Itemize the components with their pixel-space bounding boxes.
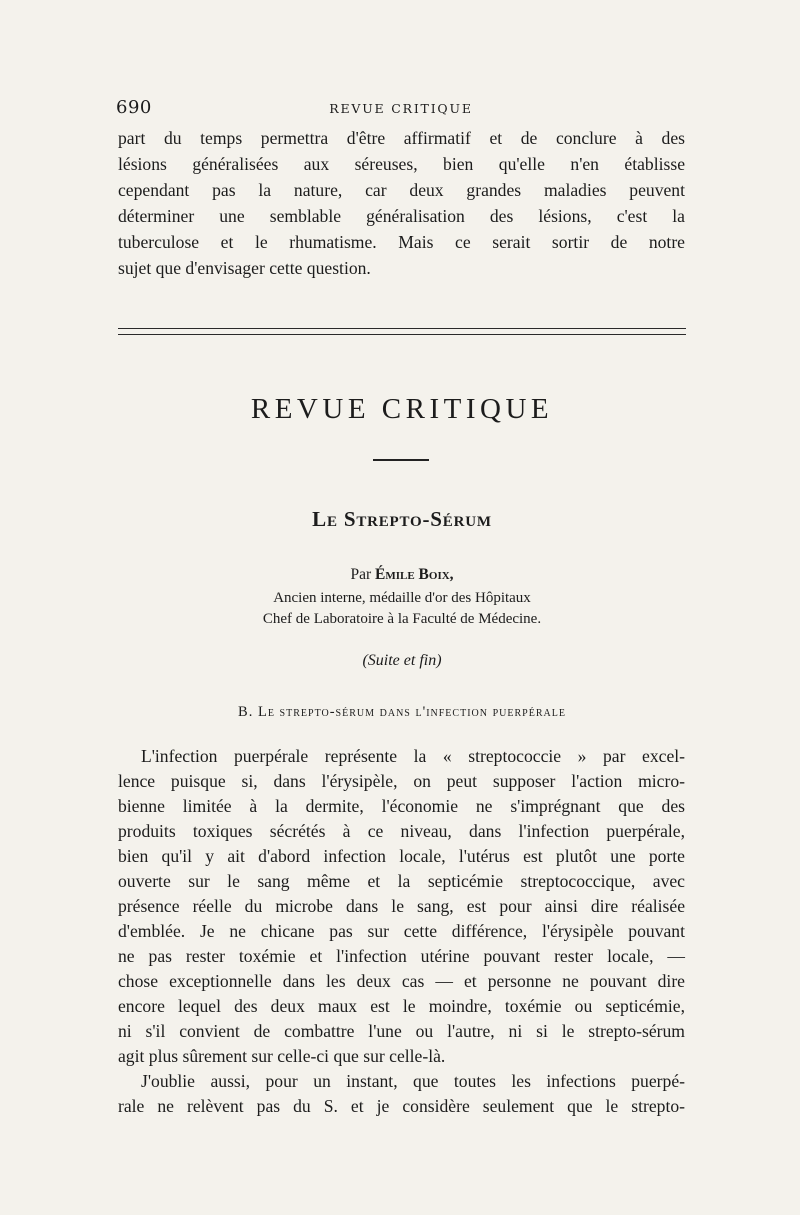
section-divider-bottom bbox=[118, 334, 686, 335]
text-line: produits toxiques sécrétés à ce niveau, dans l'infection puerpérale, bbox=[118, 821, 685, 841]
text-line: part du temps permettra d'être affirmatif et de conclure à des bbox=[118, 128, 685, 148]
article-title: Le Strepto-Sérum bbox=[312, 507, 492, 531]
text-line: bienne limitée à la dermite, l'économie ne s'imprégnant que des bbox=[118, 796, 685, 816]
page-number: 690 bbox=[116, 97, 152, 118]
text-line: rale ne relèvent pas du S. et je considère seulement que le strepto- bbox=[118, 1096, 685, 1116]
text-line: déterminer une semblable généralisation des lésions, c'est la bbox=[118, 206, 685, 226]
text-line: sujet que d'envisager cette question. bbox=[118, 258, 371, 278]
text-line: d'emblée. Je ne chicane pas sur cette différence, l'érysipèle pouvant bbox=[118, 921, 685, 941]
text-line: bien qu'il y ait d'abord infection locale, l'utérus est plutôt une porte bbox=[118, 846, 685, 866]
running-head: REVUE CRITIQUE bbox=[329, 101, 473, 116]
author-affiliation-2: Chef de Laboratoire à la Faculté de Médecine. bbox=[262, 611, 542, 627]
continuation-note: (Suite et fin) bbox=[362, 652, 442, 669]
section-title: REVUE CRITIQUE bbox=[250, 393, 554, 425]
text-line: agit plus sûrement sur celle-ci que sur celle-là. bbox=[118, 1046, 446, 1066]
text-line: encore lequel des deux maux est le moindre, toxémie ou septicémie, bbox=[118, 996, 685, 1016]
text-line: J'oublie aussi, pour un instant, que toutes les infections puerpé- bbox=[141, 1071, 685, 1091]
text-line: chose exceptionnelle dans les deux cas — et personne ne pouvant dire bbox=[118, 971, 685, 991]
text-line: tuberculose et le rhumatisme. Mais ce serait sortir de notre bbox=[118, 232, 685, 252]
author-name: Émile Boix, bbox=[375, 566, 454, 583]
text-line: ouverte sur le sang même et la septicémie streptococcique, avec bbox=[118, 871, 685, 891]
author-line bbox=[118, 566, 686, 584]
text-line: présence réelle du microbe dans le sang, est pour ainsi dire réalisée bbox=[118, 896, 685, 916]
text-line: lence puisque si, dans l'érysipèle, on peut supposer l'action micro- bbox=[118, 771, 685, 791]
text-line: L'infection puerpérale représente la « streptococcie » par excel- bbox=[141, 746, 685, 766]
text-line: ni s'il convient de combattre l'une ou l'autre, ni si le strepto-sérum bbox=[118, 1021, 685, 1041]
subsection-heading: B. Le strepto-sérum dans l'infection puerpérale bbox=[238, 704, 566, 720]
text-line: lésions généralisées aux séreuses, bien qu'elle n'en établisse bbox=[118, 154, 685, 174]
author-prefix: Par bbox=[350, 566, 375, 583]
section-divider-top bbox=[118, 328, 686, 329]
author-affiliation-1: Ancien interne, médaille d'or des Hôpitaux bbox=[273, 590, 531, 606]
text-line: cependant pas la nature, car deux grandes maladies peuvent bbox=[118, 180, 685, 200]
title-underline bbox=[373, 459, 429, 461]
text-line: ne pas rester toxémie et l'infection utérine pouvant rester locale, — bbox=[118, 946, 685, 966]
